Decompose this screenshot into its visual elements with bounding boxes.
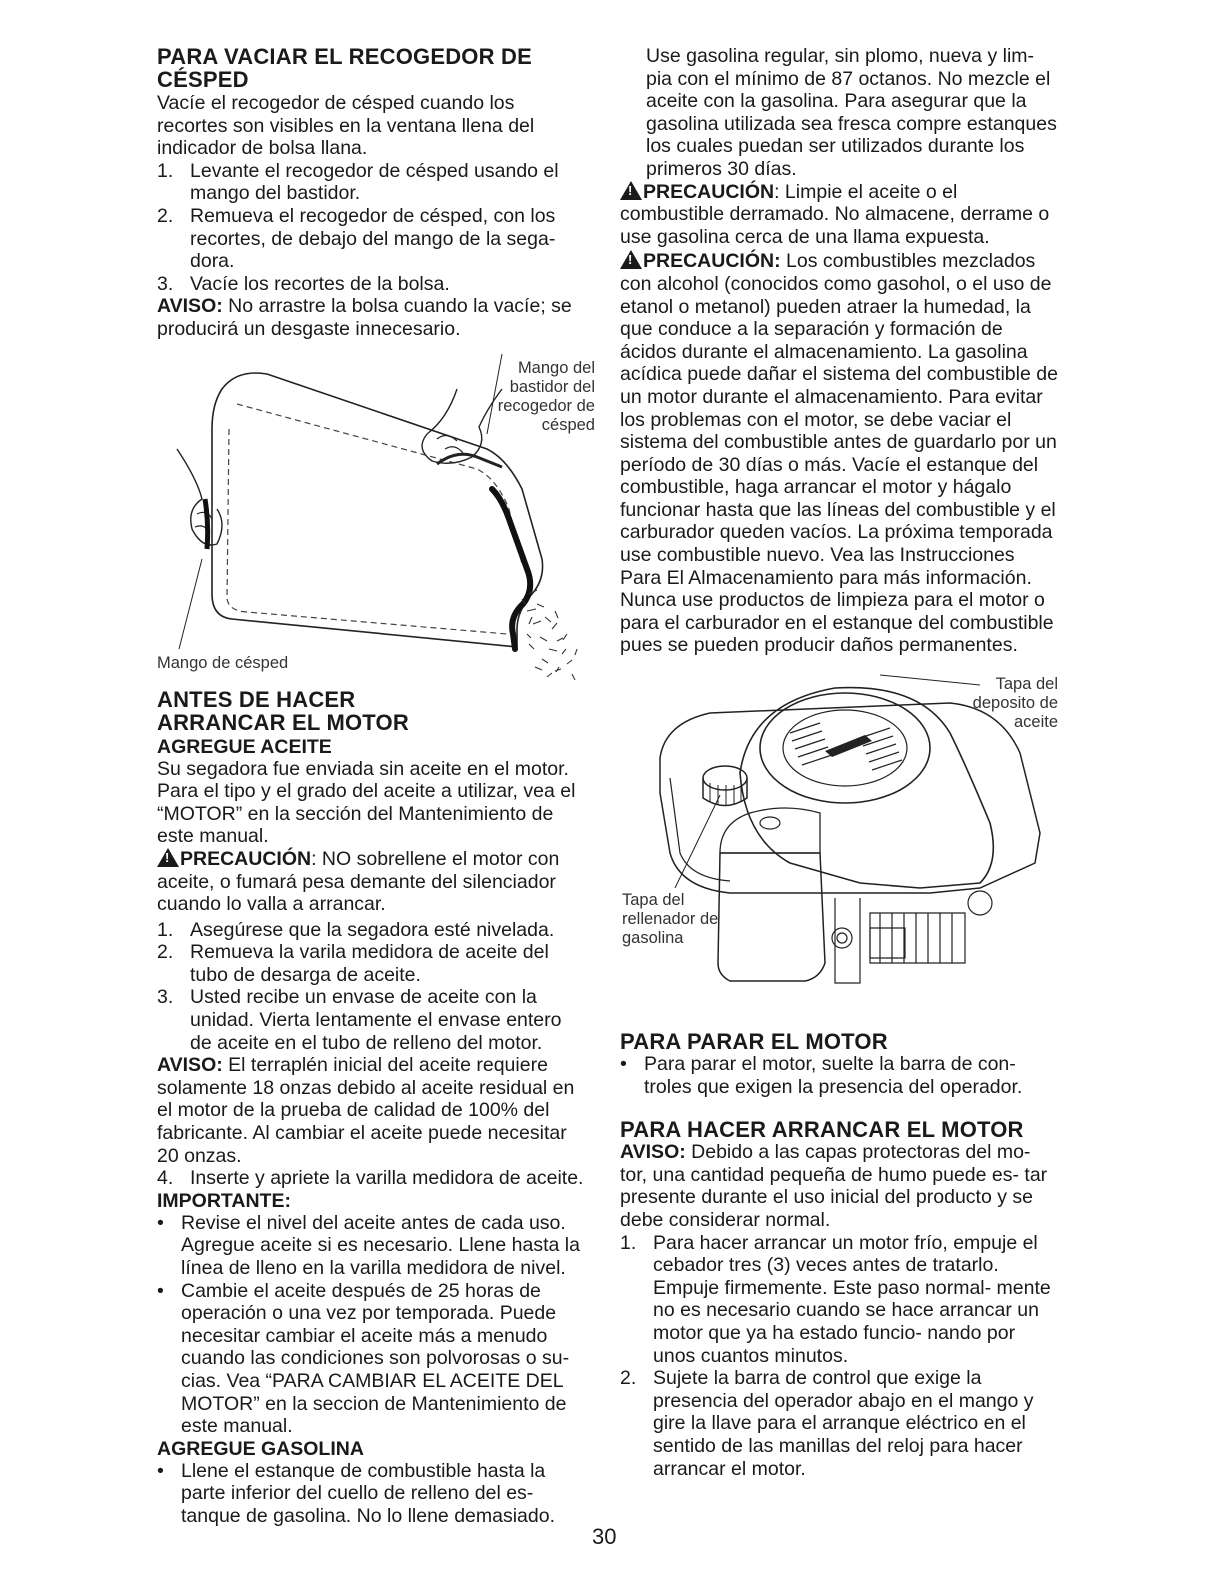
stop-engine-title: PARA PARAR EL MOTOR [620, 1029, 888, 1055]
start-engine-title: PARA HACER ARRANCAR EL MOTOR [620, 1117, 1024, 1143]
list-item: 1. Levante el recogedor de césped usando el mango del bastidor. [157, 159, 559, 205]
left-column [157, 44, 595, 1528]
caution-alcohol-fuel: !PRECAUCIÓN: Los combustibles mezclados con alcohol (conocidos como gasohol, o el uso de etanol o metanol) pueden atraer la humedad, la que conduce a la separación y formación de ácidos durante el almacenamiento. La gasolina acídica puede dañar el sistema del combustible de un motor durante el almacenamiento. Para evitar los problemas con el motor, se debe vaciar el sistema del combustible antes de guardarlo por un período de 30 días o más. Vacíe el estanque del combustible, haga arrancar el motor y hágalo funcionar hasta que las líneas del combustible y el carburador queden vacíos. La próxima temporada use combustible nuevo. Vea las Instrucciones Para El Almacenamiento para más información. Nunca use productos de limpieza para el motor o para el carburador en el estanque del combustible pues se pueden producir daños permanentes. [620, 250, 1060, 657]
list-item: 1. Para hacer arrancar un motor frío, empuje el cebador tres (3) veces antes de tratarlo. Empuje firmemente. Este paso normal- mente no es necesario cuando se hace arrancar un motor que ya ha estado funcio- nando por unos cuantos minutos. [620, 1231, 1051, 1367]
empty-catcher-steps [157, 160, 585, 296]
fuel-cap-label: Tapa del rellenador de gasolina [622, 891, 719, 948]
add-oil-steps [157, 919, 585, 1055]
add-gas-list [157, 1460, 585, 1528]
stop-engine-list [620, 1053, 1060, 1098]
warning-icon [620, 250, 642, 269]
gasoline-paragraph: Use gasolina regular, sin plomo, nueva y lim- pia con el mínimo de 87 octanos. No mezcle el aceite con la gasolina. Para asegurar que la gasolina utilizada sea fresca compre estanques los cuales puedan ser utilizados durante los primeros 30 días. [646, 45, 1057, 180]
important-list [157, 1212, 585, 1438]
grass-handle-label: Mango de césped [157, 653, 289, 672]
add-oil-title: AGREGUE ACEITE [157, 735, 332, 758]
empty-catcher-title: PARA VACIAR EL RECOGEDOR DE CÉSPED [157, 44, 532, 92]
important-title: IMPORTANTE: [157, 1189, 291, 1212]
oil-caution: !PRECAUCIÓN: NO sobrellene el motor con aceite, o fumará pesa demante del silenciador cuando lo valla a arrancar. [157, 848, 585, 916]
oil-notice: AVISO: El terraplén inicial del aceite requiere solamente 18 onzas debido al aceite residual en el motor de la prueba de calidad de 100% del fabricante. Al cambiar el aceite puede necesitar 20 onzas. [157, 1054, 575, 1167]
empty-catcher-notice: AVISO: No arrastre la bolsa cuando la vacíe; se producirá un desgaste innecesario. [157, 295, 572, 340]
warning-icon [157, 848, 179, 867]
caution-spill: !PRECAUCIÓN: Limpie el aceite o el combustible derramado. No almacene, derrame o use gasolina cerca de una llama expuesta. [620, 181, 1060, 249]
add-gas-title: AGREGUE GASOLINA [157, 1437, 364, 1460]
list-item: 2. Sujete la barra de control que exige la presencia del operador abajo en el mango y gire la llave para el arranque eléctrico en el sentido de las manillas del reloj para hacer arrancar el motor. [620, 1367, 1034, 1480]
warning-icon [620, 181, 642, 200]
start-notice: AVISO: Debido a las capas protectoras del mo- tor, una cantidad pequeña de humo puede es- tar presente durante el uso inicial del producto y se debe considerar normal. [620, 1141, 1048, 1231]
list-item: 3. Vacíe los recortes de la bolsa. [157, 272, 450, 295]
list-item: • Llene el estanque de combustible hasta la parte inferior del cuello de relleno del es- tanque de gasolina. No lo llene demasiado. [157, 1459, 556, 1527]
list-item: 4. Inserte y apriete la varilla medidora de aceite. [157, 1167, 584, 1190]
engine-figure [620, 663, 1060, 1028]
start-engine-steps [620, 1232, 1060, 1481]
empty-catcher-intro: Vacíe el recogedor de césped cuando los recortes son visibles en la ventana llena del indicador de bolsa llana. [157, 92, 535, 160]
list-item: 3. Usted recibe un envase de aceite con la unidad. Vierta lentamente el envase entero de aceite en el tubo de relleno del motor. [157, 986, 562, 1054]
frame-handle-label: Mango del bastidor del recogedor de césped [497, 358, 595, 434]
list-item: 2. Remueva el recogedor de césped, con los recortes, de debajo del mango de la sega- dora. [157, 204, 556, 273]
page-number: 30 [592, 1524, 617, 1549]
oil-cap-label: Tapa del deposito de aceite [972, 675, 1058, 732]
list-item: • Para parar el motor, suelte la barra de con- troles que exigen la presencia del operador. [620, 1053, 1023, 1098]
add-oil-step-4 [157, 1167, 585, 1190]
list-item: • Cambie el aceite después de 25 horas de operación o una vez por temporada. Puede necesitar cambiar el aceite más a menudo cuando las condiciones son polvorosas o su- cias. Vea “PARA CAMBIAR EL ACEITE DEL MOTOR” en la seccion de Mantenimiento de este manual. [157, 1279, 570, 1438]
list-item: 2. Remueva la varila medidora de aceite del tubo de desarga de aceite. [157, 941, 549, 986]
add-oil-intro: Su segadora fue enviada sin aceite en el motor. Para el tipo y el grado del aceite a utilizar, vea el “MOTOR” en la sección del Mantenimiento de este manual. [157, 757, 576, 848]
before-start-title: ANTES DE HACER ARRANCAR EL MOTOR [157, 686, 409, 735]
list-item: • Revise el nivel del aceite antes de cada uso. Agregue aceite si es necesario. Llene hasta la línea de lleno en la varilla medidora de nivel. [157, 1211, 580, 1279]
right-column [620, 45, 1060, 1480]
grass-catcher-figure [157, 349, 595, 684]
list-item: 1. Asegúrese que la segadora esté nivelada. [157, 918, 555, 941]
